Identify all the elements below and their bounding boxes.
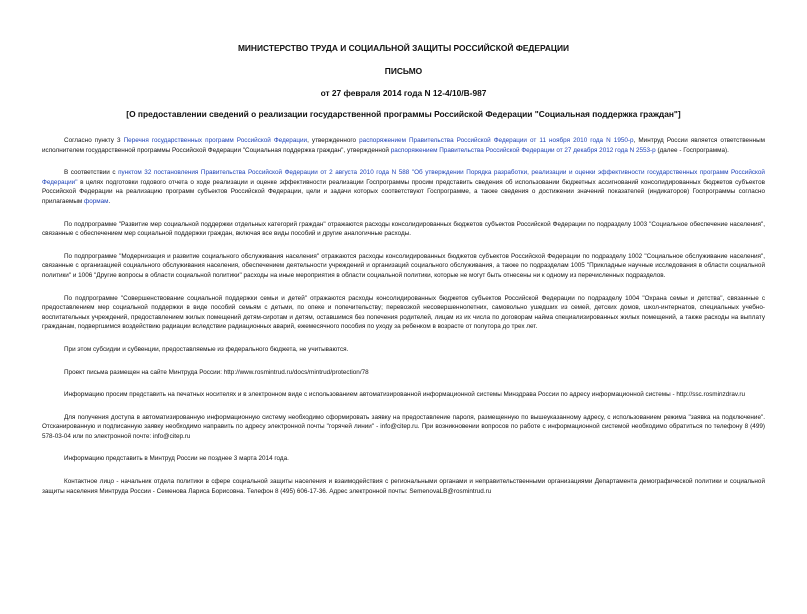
paragraph	[42, 368, 765, 378]
document-date-number: от 27 февраля 2014 года N 12-4/10/В-987	[320, 88, 487, 98]
document-subject: [О предоставлении сведений о реализации государственной программы Российской Федерации "Социальная поддержка граждан"]	[126, 109, 681, 119]
paragraph	[42, 345, 765, 355]
paragraph-text: (далее - Госпрограмма).	[655, 146, 729, 154]
paragraph-text: в целях подготовки годового отчета о ходе реализации и оценке эффективности реализации Госпрограммы просим представить сведения об использовании бюджетных ассигнований консолидированных бюджетов субъектов Российской Федерации на реализацию программ субъектов Российской Федерации, цели и задачи которых соответствуют Госпрограмме, а также сведения о достижении значений показателей (индикаторов) Госпрограммы согласно прилагаемым	[42, 178, 765, 205]
document-link[interactable]: формам	[84, 197, 109, 205]
paragraph-text: По подпрограмме "Модернизация и развитие социального обслуживания населения" отражаются расходы консолидированных бюджетов субъектов Российской Федерации по подразделу 1002 "Социальное обслуживание населения", связанные с организацией социального обслуживания населения, обеспечением деятельности учреждений и организаций социального обслуживания, а также по подразделам 1005 "Прикладные научные исследования в области социальной политики" и 1006 "Другие вопросы в области социальной политики" расходы на иные мероприятия в области социальной политики, которые не могут быть отнесены ни к одному из перечисленных подразделов.	[42, 252, 765, 279]
paragraph-text: Для получения доступа в автоматизированную информационную систему необходимо сформировать заявку на предоставление пароля, размещенную по вышеуказанному адресу, с использованием режима "заявка на подключение". Отсканированную и подписанную заявку необходимо направить по адресу электронной почты "горячей линии" - info@citep.ru. При возникновении вопросов по работе с информационной системой необходимо обратиться по телефону 8 (499) 578-03-04 или по электронной почте: info@citep.ru	[42, 413, 765, 440]
paragraph-text: , утвержденного	[307, 137, 360, 144]
paragraph	[42, 136, 765, 155]
paragraph	[42, 220, 765, 239]
document-link[interactable]: распоряжением Правительства Российской Федерации от 11 ноября 2010 года N 1950-р	[359, 137, 634, 144]
document-page	[0, 43, 807, 614]
paragraph-text: Контактное лицо - начальник отдела политики в сфере социальной защиты населения и взаимодействия с региональными органами и неправительственными организациями Департамента демографической политики и социальной защиты населения Минтруда России - Семенова Лариса Борисовна. Телефон 8 (495) 606-17-36. Адрес электронной почты: SemenovaLB@rosmintrud.ru	[42, 478, 765, 495]
document-link[interactable]: Перечня государственных программ Российской Федерации	[123, 137, 308, 144]
paragraph-text: В соответствии с	[64, 169, 119, 177]
paragraph-text: По подпрограмме "Развитие мер социальной поддержки отдельных категорий граждан" отражаются расходы консолидированных бюджетов субъектов Российской Федерации по подразделу 1003 "Социальное обеспечение населения", связанные с обеспечением мер социальной поддержки граждан, включая все виды пособий и другие аналогичные расходы.	[42, 220, 765, 238]
document-type: ПИСЬМО	[384, 66, 423, 76]
paragraph-text: Информацию представить в Минтруд России не позднее 3 марта 2014 года.	[64, 455, 289, 463]
document-link[interactable]: пунктом 32 постановления Правительства Российской Федерации от 2 августа 2010 года N 588 "Об утверждении Порядка разработки, реализации и оценки эффективности государственных программ Российской Федерации"	[42, 169, 765, 186]
paragraph	[42, 413, 765, 442]
paragraph-text: Проект письма размещен на сайте Минтруда России: http://www.rosmintrud.ru/docs/mintrud/protection/78	[64, 368, 369, 376]
paragraph	[42, 454, 765, 464]
paragraph	[42, 294, 765, 332]
paragraph-text: При этом субсидии и субвенции, предоставляемые из федерального бюджета, не учитываются.	[64, 345, 349, 353]
document-body	[42, 136, 765, 496]
document-link[interactable]: распоряжением Правительства Российской Федерации от 27 декабря 2012 года N 2553-р	[390, 146, 656, 154]
paragraph-text: Согласно пункту 3	[64, 137, 124, 144]
paragraph-text: , Минтруд России является ответственным исполнителем государственной программы Российской Федерации "Социальная поддержка граждан", утвержденной	[42, 137, 766, 154]
paragraph	[42, 477, 765, 496]
paragraph-text: По подпрограмме "Совершенствование социальной поддержки семьи и детей" отражаются расходы консолидированных бюджетов субъектов Российской Федерации по подразделу 1004 "Охрана семьи и детства", связанные с предоставлением мер социальной поддержки в виде пособий семьям с детьми, по опеке и попечительству; перевозкой несовершеннолетних, самовольно ушедших из семей, детских домов, школ-интернатов, специальных учебно-воспитательных учреждений, предоставлением жилых помещений детям-сиротам и детям, оставшимся без попечения родителей, лицам из их числа по договорам найма специализированных жилых помещений, а также расходы на выплату гражданам, подвергшимся воздействию радиации вследствие радиационных аварий, ежемесячного пособия по уходу за ребенком в возрасте от полутора до трех лет.	[42, 294, 765, 331]
paragraph	[42, 168, 765, 206]
paragraph	[42, 390, 765, 400]
paragraph-text: Информацию просим представить на печатных носителях и в электронном виде с использованием автоматизированной информационной системы Минздрава России по адресу информационной системы - http://ssc.rosminzdrav.ru	[64, 391, 745, 399]
paragraph-text: .	[108, 197, 111, 205]
ministry-heading: МИНИСТЕРСТВО ТРУДА И СОЦИАЛЬНОЙ ЗАЩИТЫ РОССИЙСКОЙ ФЕДЕРАЦИИ	[237, 43, 570, 53]
paragraph	[42, 252, 765, 281]
